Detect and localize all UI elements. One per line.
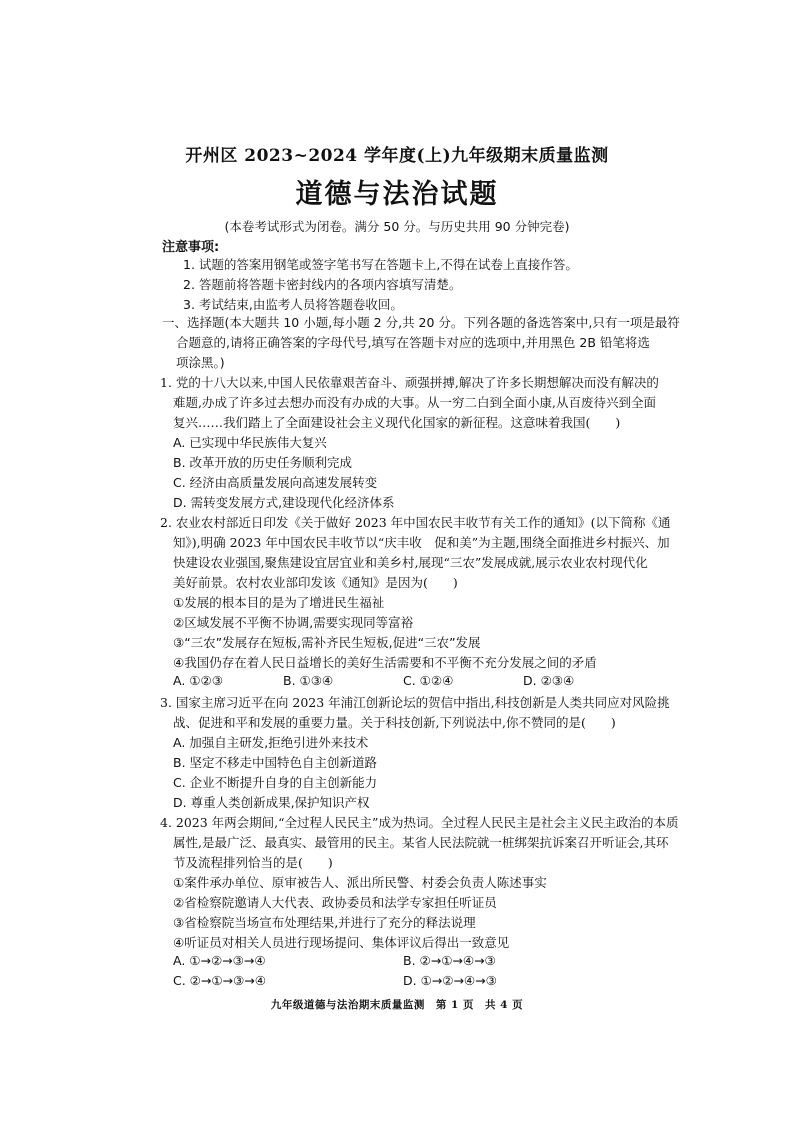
question-2-stem: 2. 农业农村部近日印发《关于做好 2023 年中国农民丰收节有关工作的通知》(以下简称《通 (160, 515, 671, 530)
statement-3: ③省检察院当场宣布处理结果,并进行了充分的释法说理 (173, 915, 476, 930)
option-b[interactable]: B. ②→①→④→③ (403, 953, 496, 968)
statement-2: ②省检察院邀请人大代表、政协委员和法学专家担任听证员 (173, 895, 497, 910)
statement-3: ③“三农”发展存在短板,需补齐民生短板,促进“三农”发展 (173, 635, 481, 650)
question-2-stem: 知》),明确 2023 年中国农民丰收节以“庆丰收 促和美”为主题,围绕全面推进乡村振兴、加 (173, 535, 670, 550)
page-footer: 九年级道德与法治期末质量监测 第 1 页 共 4 页 (270, 999, 524, 1011)
section-instructions: 合题意的,请将正确答案的字母代号,填写在答题卡对应的选项中,并用黑色 2B 铅笔将选 (176, 335, 650, 350)
option-a[interactable]: A. 已实现中华民族伟大复兴 (173, 435, 327, 450)
option-d[interactable]: D. ②③④ (523, 673, 575, 688)
question-3-stem: 3. 国家主席习近平在向 2023 年浦江创新论坛的贺信中指出,科技创新是人类共同应对风险挑 (160, 695, 670, 710)
option-b[interactable]: B. ①③④ (283, 673, 334, 688)
option-c[interactable]: C. 企业不断提升自身的自主创新能力 (173, 775, 378, 790)
statement-4: ④我国仍存在着人民日益增长的美好生活需要和不平衡不充分发展之间的矛盾 (173, 655, 597, 670)
question-1-stem: 复兴……我们踏上了全面建设社会主义现代化国家的新征程。这意味着我国( ) (173, 415, 621, 430)
page-title: 道德与法治试题 (295, 179, 499, 210)
notice-item: 2. 答题前将答题卡密封线内的各项内容填写清楚。 (183, 277, 462, 292)
question-4-stem: 属性,是最广泛、最真实、最管用的民主。某省人民法院就一桩绑架抗诉案召开听证会,其环 (173, 835, 669, 850)
exam-header: 开州区 2023~2024 学年度(上)九年级期末质量监测 (185, 146, 609, 166)
question-3-stem: 战、促进和平和发展的重要力量。关于科技创新,下列说法中,你不赞同的是( ) (173, 715, 616, 730)
option-b[interactable]: B. 坚定不移走中国特色自主创新道路 (173, 755, 378, 770)
option-d[interactable]: D. ①→②→④→③ (403, 973, 497, 988)
option-d[interactable]: D. 尊重人类创新成果,保护知识产权 (173, 795, 370, 810)
option-c[interactable]: C. ①②④ (403, 673, 454, 688)
statement-1: ①发展的根本目的是为了增进民生福祉 (173, 595, 385, 610)
option-d[interactable]: D. 需转变发展方式,建设现代化经济体系 (173, 495, 395, 510)
question-1-stem: 难题,办成了许多过去想办而没有办成的大事。从一穷二白到全面小康,从百废待兴到全面 (173, 395, 656, 410)
option-a[interactable]: A. 加强自主研发,拒绝引进外来技术 (173, 735, 369, 750)
question-1-stem: 1. 党的十八大以来,中国人民依靠艰苦奋斗、顽强拼搏,解决了许多长期想解决而没有解决的 (160, 375, 659, 390)
option-a[interactable]: A. ①→②→③→④ (173, 953, 266, 968)
notice-title: 注意事项: (162, 240, 220, 255)
question-2-stem: 快建设农业强国,聚焦建设宜居宜业和美乡村,展现“三农”发展成就,展示农业农村现代化 (173, 555, 648, 570)
notice-item: 3. 考试结束,由监考人员将答题卷收回。 (183, 297, 403, 312)
question-4-stem: 节及流程排列恰当的是( ) (173, 855, 333, 870)
notice-item: 1. 试题的答案用钢笔或签字笔书写在答题卡上,不得在试卷上直接作答。 (183, 257, 578, 272)
question-4-stem: 4. 2023 年两会期间,“全过程人民民主”成为热词。全过程人民民主是社会主义民主政治的本质 (160, 815, 679, 830)
statement-1: ①案件承办单位、原审被告人、派出所民警、村委会负责人陈述事实 (173, 875, 547, 890)
section-heading: 一、选择题(本大题共 10 小题,每小题 2 分,共 20 分。下列各题的备选答案中,只有一项是最符 (162, 315, 680, 330)
option-b[interactable]: B. 改革开放的历史任务顺利完成 (173, 455, 353, 470)
statement-2: ②区域发展不平衡不协调,需要实现同等富裕 (173, 615, 414, 630)
exam-note: (本卷考试形式为闭卷。满分 50 分。与历史共用 90 分钟完卷) (224, 219, 570, 234)
statement-4: ④听证员对相关人员进行现场提问、集体评议后得出一致意见 (173, 935, 510, 950)
section-instructions: 项涂黑。) (176, 355, 225, 370)
option-c[interactable]: C. 经济由高质量发展向高速发展转变 (173, 475, 378, 490)
option-c[interactable]: C. ②→①→③→④ (173, 973, 266, 988)
question-2-stem: 美好前景。农村农业部印发该《通知》是因为( ) (173, 575, 458, 590)
option-a[interactable]: A. ①②③ (173, 673, 223, 688)
